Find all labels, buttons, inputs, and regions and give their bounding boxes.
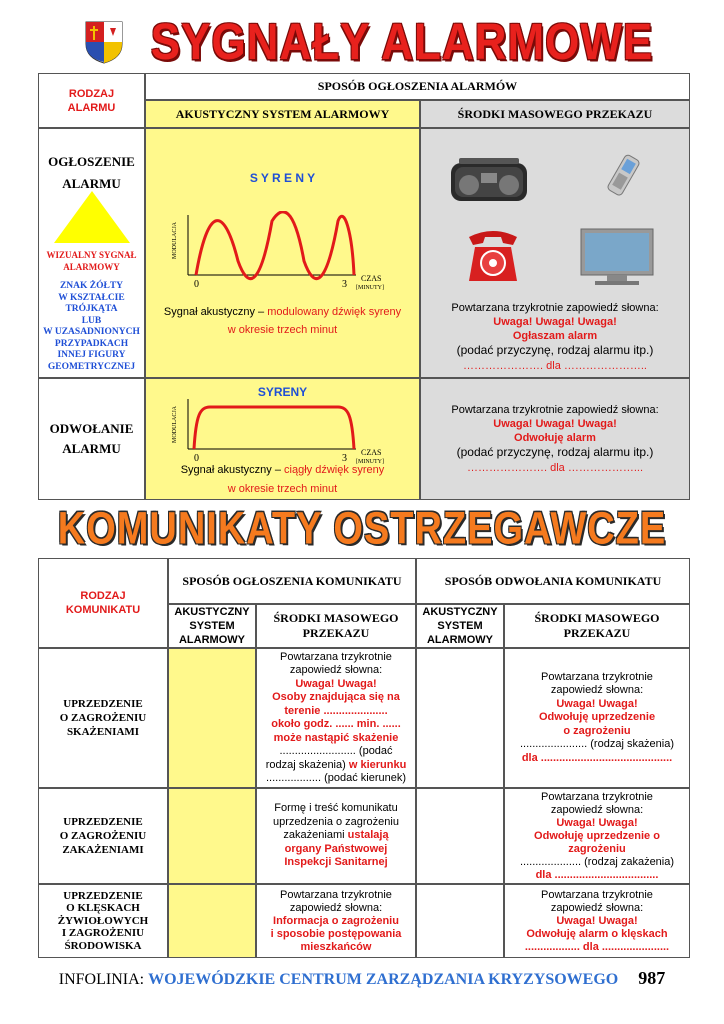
row-infection-label: [38, 788, 168, 884]
cancel-acoustic-text-2: w okresie trzech minut: [227, 483, 338, 495]
announce-acoustic-cell: [145, 128, 420, 378]
row-1-cancel-b: Uwaga! Uwaga! Odwołuję uprzedzenie o zagrożeniu: [538, 697, 656, 737]
row-2-announce-b: ustalają organy Państwowej Inspekcji Sanitarnej: [284, 829, 389, 869]
x-tick-zero-2: 0: [194, 453, 199, 464]
row-3-announce-a: Powtarzana trzykrotnie zapowiedź słowna:: [280, 888, 392, 914]
yellow-triangle-icon: [52, 189, 132, 245]
media-line-3: Ogłaszam alarm: [512, 330, 598, 342]
alarm-signals-title: SYGNAŁY ALARMOWE: [150, 14, 654, 71]
cancel-media-line-1: Powtarzana trzykrotnie zapowiedź słowna:: [451, 404, 659, 416]
row-2-cancel-a: Powtarzana trzykrotnie zapowiedź słowna:: [541, 790, 653, 816]
row-1-announce-acoustic: [168, 648, 256, 788]
row-3-cancel-d: .................. dla ......................: [524, 940, 670, 953]
footer-prefix: INFOLINIA:: [58, 971, 149, 988]
row-1-cancel-a: Powtarzana trzykrotnie zapowiedź słowna:: [541, 670, 653, 697]
row-1-announce-a: Powtarzana trzykrotnie zapowiedź słowna:: [280, 650, 392, 676]
announce-label: OGŁOSZENIE ALARMU: [48, 154, 135, 191]
cancel-method-header-text: SPOSÓB ODWOŁANIA KOMUNIKATU: [444, 573, 662, 588]
cancel-acoustic-cell: [145, 378, 420, 500]
cancel-acoustic-header: [416, 604, 504, 648]
media-line-4: (podać przyczynę, rodzaj alarmu itp.): [456, 343, 654, 357]
row-1-announce-b: Uwaga! Uwaga! Osoby znajdująca się na terenie ..................... około godz. ...... min. ...... może nastąpić skażenie: [271, 677, 401, 744]
row-3-cancel-acoustic: [416, 884, 504, 958]
cancel-media-line-3: Odwołuję alarm: [514, 432, 596, 444]
cancel-media-line-4: (podać przyczynę, rodzaj alarmu itp.): [456, 445, 654, 459]
row-disaster-label: [38, 884, 168, 958]
x-tick-three-2: 3: [342, 453, 347, 464]
announce-method-header-text: SPOSÓB OGŁOSZENIA KOMUNIKATU: [182, 573, 402, 588]
row-1-announce-text: [266, 651, 407, 786]
cancel-method-header: [416, 558, 690, 604]
row-3-cancel-media: [504, 884, 690, 958]
announce-acoustic-header-text: AKUSTYCZNY SYSTEM ALARMOWY: [174, 606, 250, 646]
alarm-type-header: [38, 73, 145, 128]
footer-number: 987: [638, 968, 666, 988]
announce-media-header: [256, 604, 416, 648]
cancel-media-cell: [420, 378, 690, 500]
media-line-5: …………………. dla …………………..: [463, 360, 647, 372]
radio-icon: [449, 155, 529, 205]
row-1-announce-e: .................. (podać kierunek): [266, 772, 406, 784]
row-2-announce-media: [256, 788, 416, 884]
x-axis-unit: [MINUTY]: [356, 285, 384, 291]
row-1-cancel-d: dla ...........................................: [521, 751, 673, 764]
row-2-announce-acoustic: [168, 788, 256, 884]
row-3-announce-text: [271, 889, 402, 954]
row-1-cancel-text: [520, 671, 674, 766]
row-2-cancel-acoustic: [416, 788, 504, 884]
message-type-header-text: RODZAJ KOMUNIKATU: [65, 590, 141, 616]
row-3-cancel-text: [525, 889, 669, 954]
row-2-cancel-c: .................... (rodzaj zakażenia): [519, 855, 675, 868]
row-1-cancel-media: [504, 648, 690, 788]
sirens-label: S Y R E N Y: [249, 171, 316, 185]
cancel-media-header-text: ŚRODKI MASOWEGO PRZEKAZU: [534, 611, 660, 640]
row-1-announce-media: [256, 648, 416, 788]
cancel-acoustic-header-text: AKUSTYCZNY SYSTEM ALARMOWY: [422, 606, 498, 646]
acoustic-description: [146, 305, 419, 319]
sign-description: ZNAK ŻÓŁTY W KSZTAŁCIE TRÓJKĄTA LUB W UZASADNIONYCH PRZYPADKACH INNEJ FIGURY GEOMETRYCZNEJ: [43, 281, 140, 372]
row-1-cancel-acoustic: [416, 648, 504, 788]
row-1-cancel-c: ...................... (rodzaj skażenia): [519, 738, 675, 751]
cancel-media-header: [504, 604, 690, 648]
cancel-acoustic-description: [146, 463, 419, 477]
row-3-announce-acoustic: [168, 884, 256, 958]
method-header-text: SPOSÓB OGŁOSZENIA ALARMÓW: [317, 79, 518, 93]
footer-center-name: WOJEWÓDZKIE CENTRUM ZARZĄDZANIA KRYZYSOWEGO: [148, 971, 619, 988]
row-2-cancel-media: [504, 788, 690, 884]
row-2-cancel-b: Uwaga! Uwaga! Odwołuję uprzedzenie o zagrożeniu: [534, 816, 660, 855]
cancel-acoustic-text-1: Sygnał akustyczny –: [180, 464, 285, 476]
row-3-label: UPRZEDZENIE O KLĘSKACH ŻYWIOŁOWYCH I ZAGROŻENIU ŚRODOWISKA: [57, 889, 149, 952]
x-tick-three: 3: [342, 279, 347, 290]
x-axis-label: CZAS: [361, 274, 382, 283]
x-tick-zero: 0: [194, 279, 199, 290]
phone-icon: [601, 151, 645, 201]
acoustic-header: [145, 100, 420, 128]
media-header-text: ŚRODKI MASOWEGO PRZEKAZU: [457, 106, 653, 121]
sirens-label-2: SYRENY: [257, 385, 308, 399]
media-line-2: Uwaga! Uwaga! Uwaga!: [493, 316, 617, 328]
acoustic-text-red: modulowany dźwięk syreny: [267, 306, 402, 318]
footer-infoline: [0, 968, 724, 989]
announce-media-header-text: ŚRODKI MASOWEGO PRZEKAZU: [273, 611, 399, 640]
row-2-label: UPRZEDZENIE O ZAGROŻENIU ZAKAŻENIAMI: [59, 816, 147, 856]
announce-method-header: [168, 558, 416, 604]
row-1-announce-c: ......................... (podać rodzaj skażenia): [265, 745, 393, 771]
acoustic-text-2: w okresie trzech minut: [227, 324, 338, 336]
announce-media-cell: [420, 128, 690, 378]
message-type-header: [38, 558, 168, 648]
media-header: [420, 100, 690, 128]
row-3-cancel-b: Uwaga! Uwaga! Odwołuję alarm o klęskach: [526, 914, 668, 940]
cancel-media-line-5: …………………. dla ………………...: [466, 462, 644, 474]
announce-acoustic-header: [168, 604, 256, 648]
y-axis-label-2: MODULACJA: [172, 405, 178, 443]
cancel-acoustic-text-red: ciągły dźwięk syreny: [284, 464, 385, 476]
row-2-cancel-d: dla ..................................: [535, 868, 659, 881]
row-1-label: UPRZEDZENIE O ZAGROŻENIU SKAŻENIAMI: [59, 698, 147, 738]
row-2-announce-a: Formę i treść komunikatu uprzedzenia o zagrożeniu zakażeniami: [273, 802, 399, 842]
warnings-title: KOMUNIKATY OSTRZEGAWCZE: [57, 503, 667, 555]
cancel-label: ODWOŁANIE ALARMU: [49, 421, 134, 456]
cancel-media-line-2: Uwaga! Uwaga! Uwaga!: [493, 418, 617, 430]
telephone-icon: [463, 227, 523, 285]
row-3-announce-media: [256, 884, 416, 958]
row-contamination-label: [38, 648, 168, 788]
x-axis-unit-2: [MINUTY]: [356, 459, 384, 465]
continuous-wave: [194, 407, 354, 449]
row-2-announce-text: [273, 802, 399, 870]
announce-label-cell: [38, 128, 145, 378]
tv-icon: [577, 225, 657, 289]
row-3-announce-b: Informacja o zagrożeniu i sposobie postępowania mieszkańców: [270, 914, 402, 953]
alarm-type-header-text: RODZAJ ALARMU: [67, 87, 116, 114]
acoustic-text-1: Sygnał akustyczny –: [163, 306, 268, 318]
method-header: [145, 73, 690, 100]
visual-signal-text: WIZUALNY SYGNAŁ ALARMOWY: [46, 250, 137, 272]
row-1-announce-d: w kierunku: [345, 758, 407, 771]
y-axis-label: MODULACJA: [172, 221, 178, 259]
acoustic-header-text: AKUSTYCZNY SYSTEM ALARMOWY: [175, 106, 390, 121]
media-line-1: Powtarzana trzykrotnie zapowiedź słowna:: [451, 302, 659, 314]
row-3-cancel-a: Powtarzana trzykrotnie zapowiedź słowna:: [541, 888, 653, 914]
cancel-label-cell: [38, 378, 145, 500]
modulated-wave: [196, 212, 354, 279]
row-2-cancel-text: [520, 791, 674, 882]
x-axis-label-2: CZAS: [361, 448, 382, 457]
